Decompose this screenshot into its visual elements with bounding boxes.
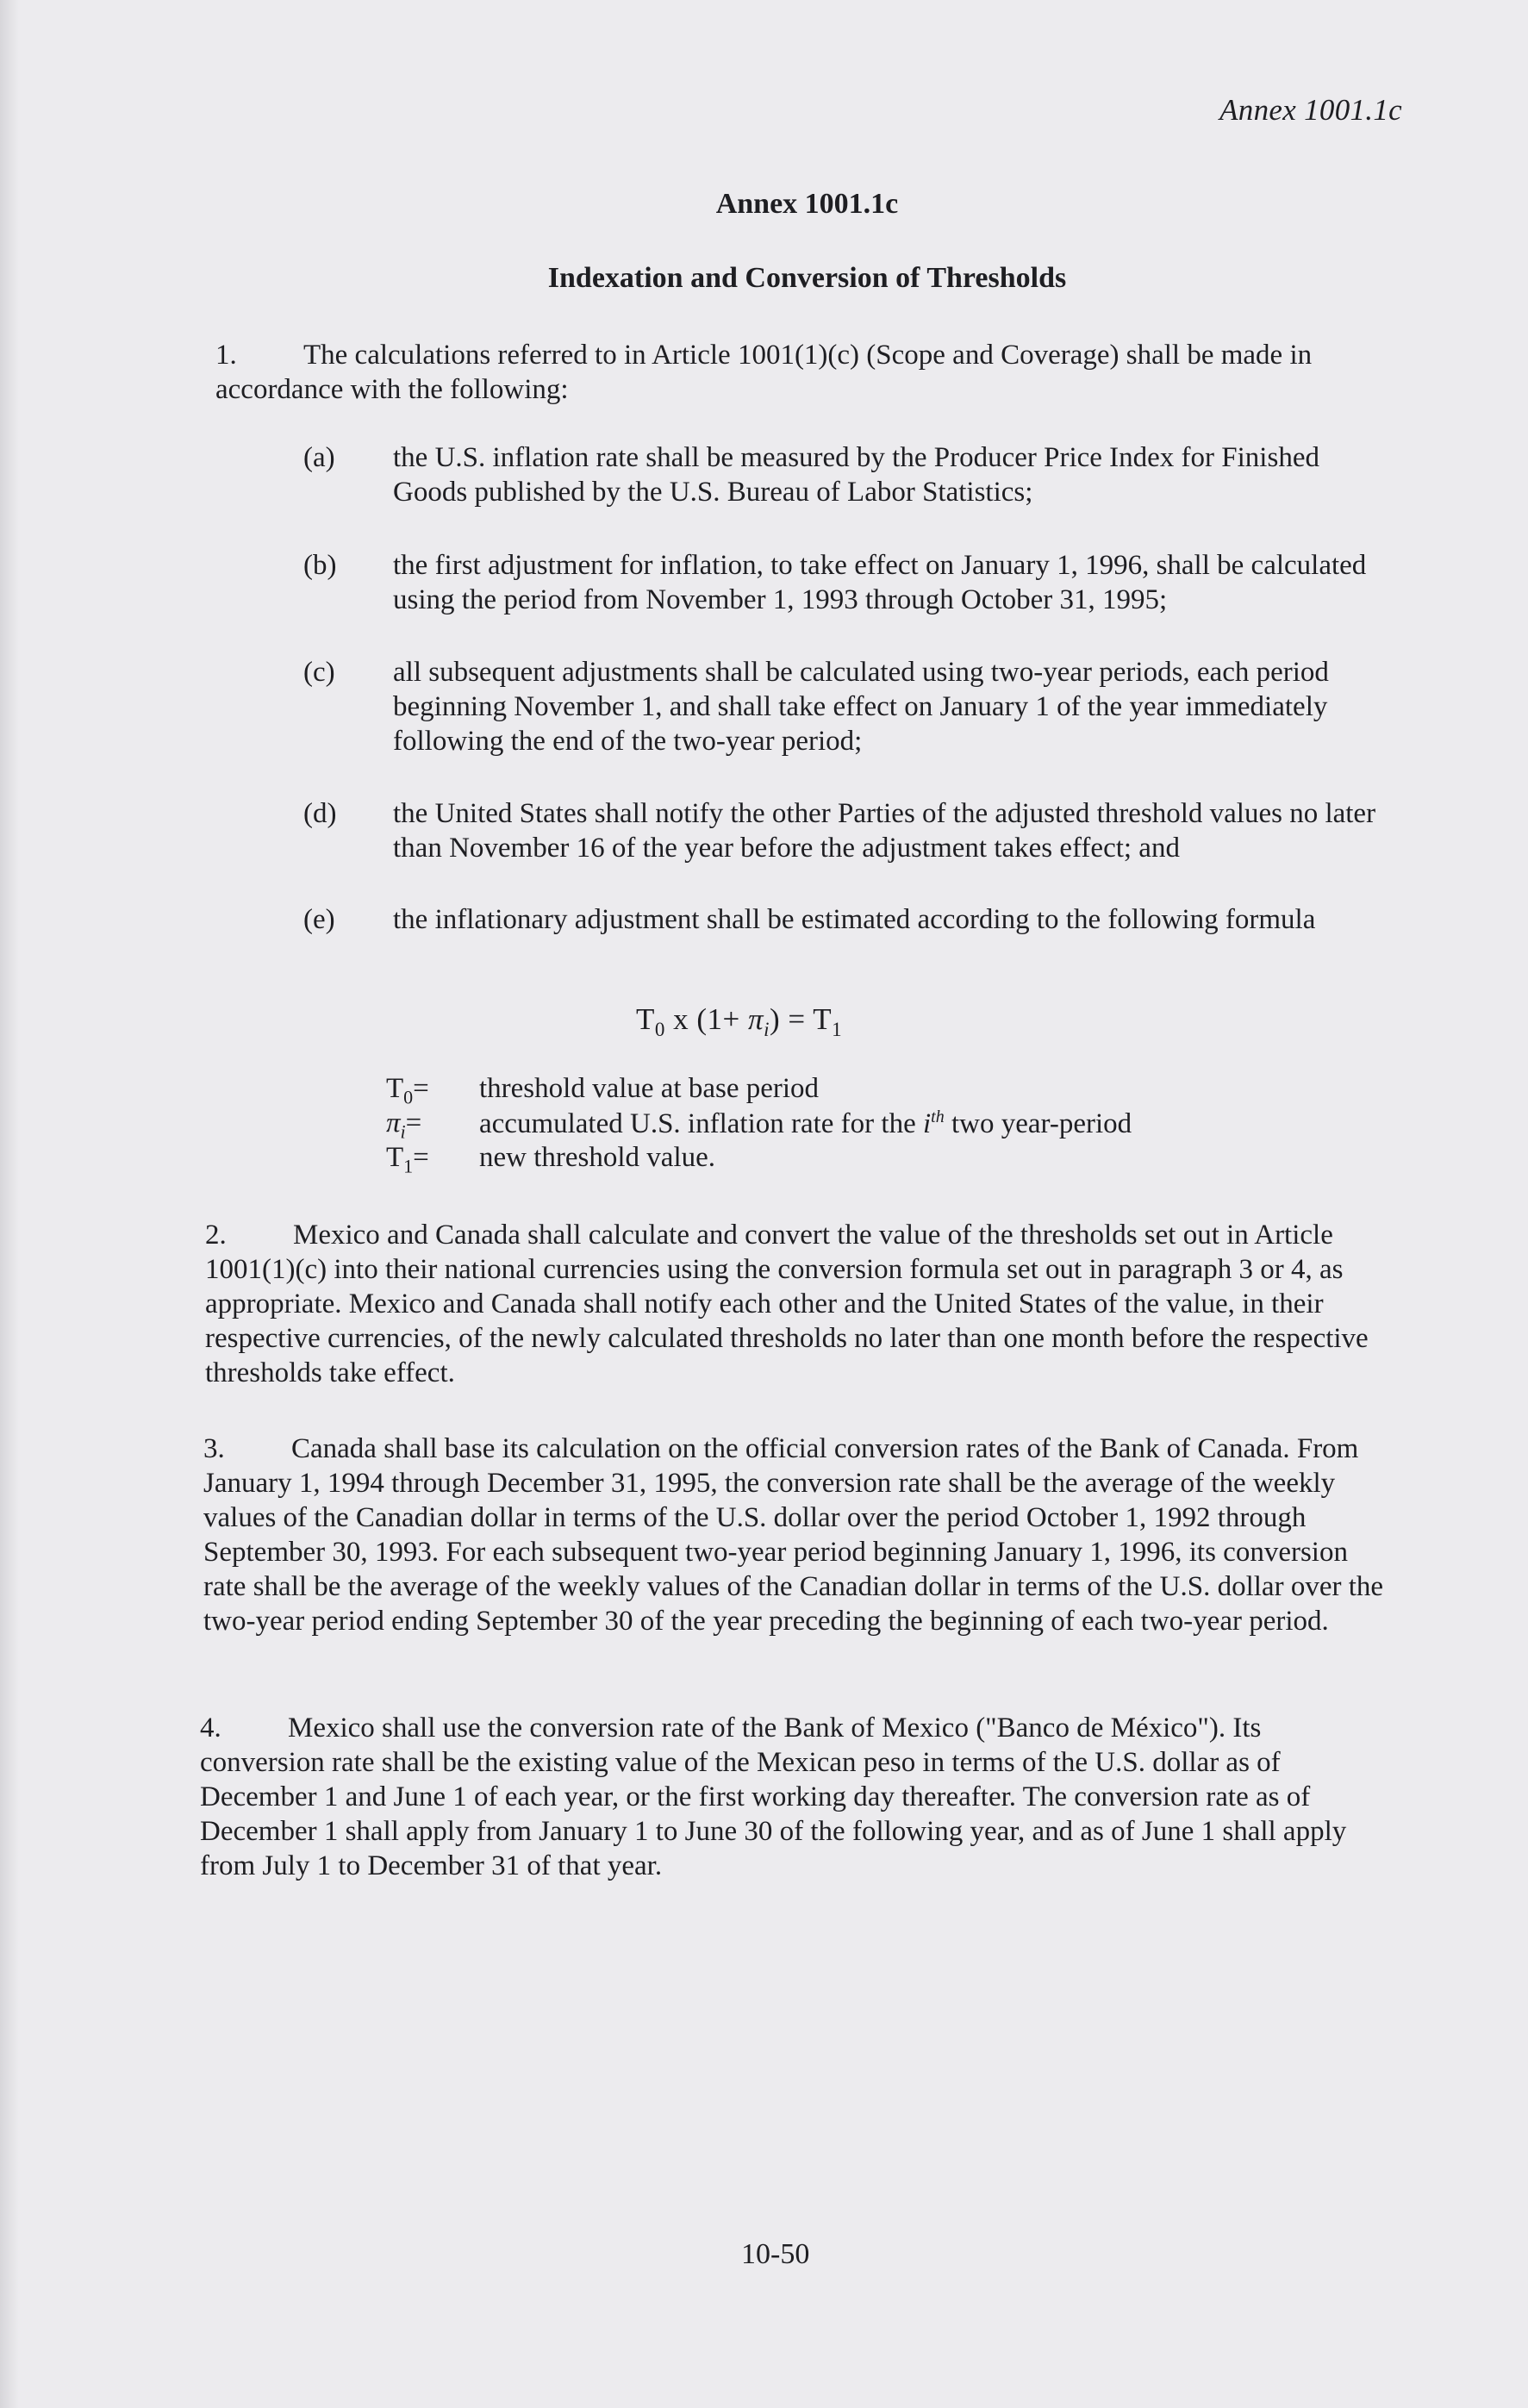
definition-text: threshold value at base period bbox=[479, 1073, 820, 1104]
paragraph-1 bbox=[215, 338, 1396, 407]
paragraph-text: Mexico shall use the conversion rate of the Bank of Mexico ("Banco de México"). Its conversion rate shall be the existing value of the Mexican peso in terms of the U.S. dollar as of December 1 and June 1 of each year, or the first working day thereafter. The conversion rate as of December 1 shall apply from January 1 to June 30 of the following year, and as of June 1 shall apply from July 1 to December 31 of that year. bbox=[200, 1712, 1347, 1881]
list-item-label: (a) bbox=[303, 442, 335, 473]
paragraph-number: 4. bbox=[200, 1712, 221, 1744]
paragraph-number: 1. bbox=[215, 340, 237, 371]
list-item-label: (b) bbox=[303, 550, 337, 581]
list-item-text: the U.S. inflation rate shall be measured by the Producer Price Index for Finished Goods published by the U.S. Bureau of Labor Statistics; bbox=[393, 442, 1319, 508]
page-number: 10-50 bbox=[741, 2238, 810, 2270]
running-head: Annex 1001.1c bbox=[1219, 93, 1402, 127]
inflation-formula: $T_0$ x $(1+ \pi_i) = T_1$ bbox=[636, 1002, 843, 1040]
list-item-label: (d) bbox=[303, 798, 337, 829]
definition-text: new threshold value. bbox=[479, 1142, 716, 1173]
list-item-text: all subsequent adjustments shall be calculated using two-year periods, each period beginning November 1, and shall take effect on January 1 of the year immediately following the end of the two-year period; bbox=[393, 657, 1329, 757]
definition-symbol: $\pi_i=$ bbox=[386, 1107, 422, 1143]
paragraph-text: The calculations referred to in Article 1001(1)(c) (Scope and Coverage) shall be made in accordance with the following: bbox=[215, 340, 1313, 405]
list-item-text: the United States shall notify the other Parties of the adjusted threshold values no later than November 16 of the year before the adjustment takes effect; and bbox=[393, 798, 1376, 864]
list-item-label: (c) bbox=[303, 657, 335, 688]
definition-symbol: $T_0=$ bbox=[386, 1073, 429, 1108]
list-item-text: the inflationary adjustment shall be estimated according to the following formula bbox=[393, 904, 1316, 935]
paragraph-number: 2. bbox=[205, 1220, 227, 1251]
annex-subtitle: Indexation and Conversion of Thresholds bbox=[547, 262, 1067, 294]
paragraph-2 bbox=[205, 1218, 1388, 1390]
definition-symbol: $T_1=$ bbox=[386, 1142, 429, 1177]
page-edge-shadow bbox=[0, 0, 19, 2408]
paragraph-text: Canada shall base its calculation on the official conversion rates of the Bank of Canada. From January 1, 1994 through December 31, 1995, the conversion rate shall be the average of the weekly values of the Canadian dollar in terms of the U.S. dollar over the period October 1, 1992 through September 30, 1993. For each subsequent two-year period beginning January 1, 1996, its conversion rate shall be the average of the weekly values of the Canadian dollar in terms of the U.S. dollar over the two-year period ending September 30 of the year preceding the beginning of each two-year period. bbox=[203, 1433, 1384, 1637]
list-item-label: (e) bbox=[303, 904, 335, 935]
annex-title: Annex 1001.1c bbox=[715, 188, 899, 220]
paragraph-3 bbox=[203, 1432, 1391, 1638]
paragraph-text: Mexico and Canada shall calculate and convert the value of the thresholds set out in Article 1001(1)(c) into their national currencies using the conversion formula set out in paragraph 3 or 4, as appropriate. Mexico and Canada shall notify each other and the United States of the value, in their respective currencies, of the newly calculated thresholds no later than one month before the respective thresholds take effect. bbox=[205, 1220, 1369, 1388]
paragraph-4 bbox=[200, 1711, 1391, 1883]
list-item-text: the first adjustment for inflation, to take effect on January 1, 1996, shall be calculated using the period from November 1, 1993 through October 31, 1995; bbox=[393, 550, 1367, 615]
definition-text: accumulated U.S. inflation rate for the $i^{th}$ two year-period bbox=[479, 1107, 1132, 1139]
paragraph-number: 3. bbox=[203, 1433, 225, 1464]
